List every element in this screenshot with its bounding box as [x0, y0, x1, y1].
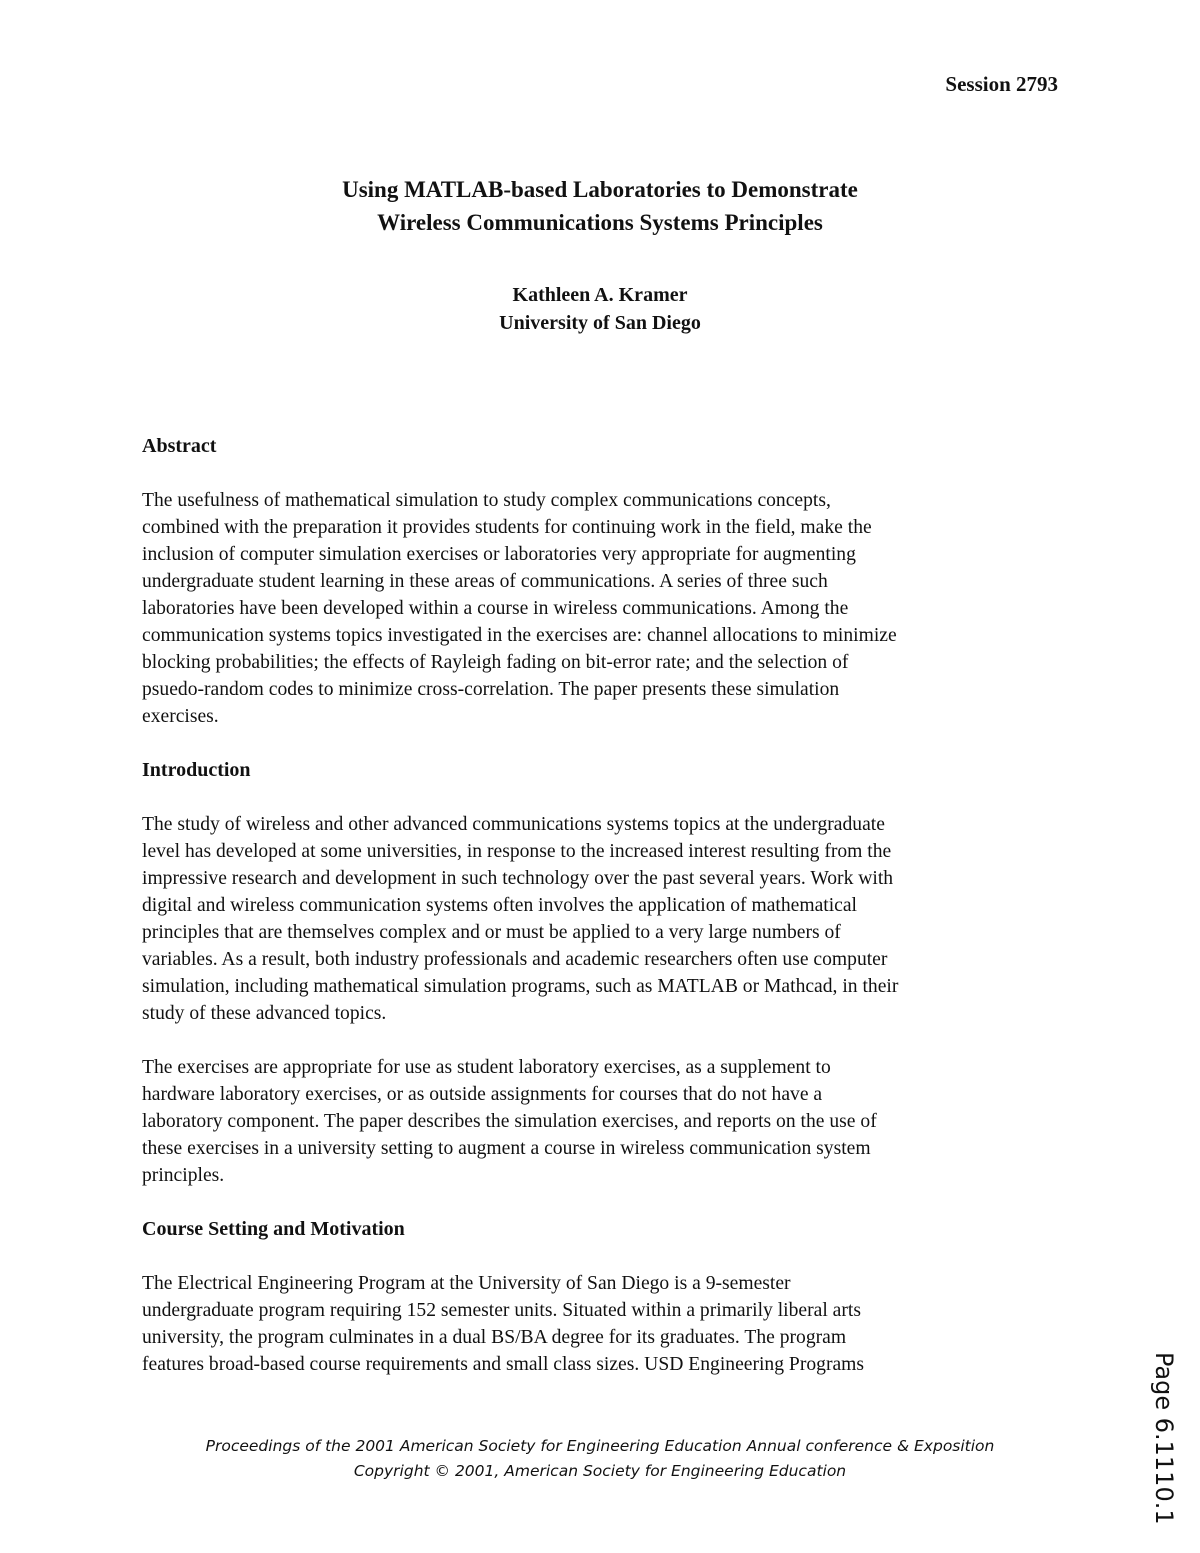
text-line: The usefulness of mathematical simulation to study complex communications concepts,: [142, 490, 831, 511]
text-line: inclusion of computer simulation exercises or laboratories very appropriate for augmenting: [142, 544, 856, 565]
author-affiliation: University of San Diego: [499, 312, 701, 334]
text-line: simulation, including mathematical simulation programs, such as MATLAB or Mathcad, in their: [142, 976, 899, 997]
page-number-stamp: Page 6.1110.1: [1150, 1352, 1178, 1525]
text-line: undergraduate student learning in these areas of communications. A series of three such: [142, 571, 828, 592]
course-setting-paragraph: [142, 1270, 1062, 1378]
text-line: hardware laboratory exercises, or as outside assignments for courses that do not have a: [142, 1084, 823, 1105]
course-setting-heading: Course Setting and Motivation: [142, 1218, 405, 1240]
session-label: Session 2793: [945, 72, 1058, 96]
title-line-2: Wireless Communications Systems Principles: [377, 210, 823, 235]
text-line: principles.: [142, 1165, 225, 1186]
proceedings-footer: [0, 1434, 1200, 1484]
title-line-1: Using MATLAB-based Laboratories to Demonstrate: [342, 177, 858, 202]
text-line: impressive research and development in such technology over the past several years. Work with: [142, 868, 894, 889]
abstract-heading: Abstract: [142, 435, 217, 457]
author-name: Kathleen A. Kramer: [512, 284, 688, 306]
text-line: The study of wireless and other advanced communications systems topics at the undergraduate: [142, 814, 885, 835]
text-line: combined with the preparation it provides students for continuing work in the field, make the: [142, 517, 872, 538]
paper-title: [0, 173, 1200, 239]
text-line: psuedo-random codes to minimize cross-correlation. The paper presents these simulation: [142, 679, 840, 700]
introduction-heading: Introduction: [142, 759, 251, 781]
text-line: these exercises in a university setting to augment a course in wireless communication system: [142, 1138, 871, 1159]
text-line: undergraduate program requiring 152 semester units. Situated within a primarily liberal arts: [142, 1300, 861, 1321]
text-line: digital and wireless communication systems often involves the application of mathematical: [142, 895, 857, 916]
text-line: study of these advanced topics.: [142, 1003, 387, 1024]
text-line: The Electrical Engineering Program at the University of San Diego is a 9-semester: [142, 1273, 791, 1294]
author-block: [0, 281, 1200, 337]
text-line: blocking probabilities; the effects of Rayleigh fading on bit-error rate; and the selection of: [142, 652, 849, 673]
paper-body: [142, 433, 1062, 1405]
text-line: laboratory component. The paper describes the simulation exercises, and reports on the use of: [142, 1111, 877, 1132]
text-line: level has developed at some universities, in response to the increased interest resulting from the: [142, 841, 892, 862]
introduction-paragraph-2: [142, 1054, 1062, 1189]
text-line: principles that are themselves complex and or must be applied to a very large numbers of: [142, 922, 841, 943]
text-line: communication systems topics investigated in the exercises are: channel allocations to minimize: [142, 625, 897, 646]
abstract-paragraph: [142, 487, 1062, 730]
text-line: The exercises are appropriate for use as student laboratory exercises, as a supplement to: [142, 1057, 831, 1078]
footer-proceedings-line: Proceedings of the 2001 American Society for Engineering Education Annual conference & Exposition: [205, 1437, 995, 1455]
introduction-paragraph-1: [142, 811, 1062, 1027]
footer-copyright-line: Copyright © 2001, American Society for Engineering Education: [353, 1462, 847, 1480]
text-line: variables. As a result, both industry professionals and academic researchers often use computer: [142, 949, 888, 970]
text-line: exercises.: [142, 706, 219, 727]
text-line: features broad-based course requirements and small class sizes. USD Engineering Programs: [142, 1354, 865, 1375]
text-line: laboratories have been developed within a course in wireless communications. Among the: [142, 598, 849, 619]
text-line: university, the program culminates in a dual BS/BA degree for its graduates. The program: [142, 1327, 847, 1348]
